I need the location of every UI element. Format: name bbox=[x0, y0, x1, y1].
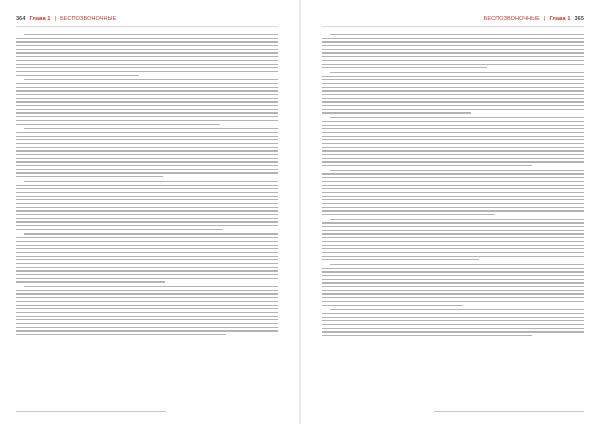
text-line bbox=[16, 185, 278, 186]
text-line bbox=[16, 196, 278, 197]
left-body-text bbox=[16, 34, 278, 396]
text-line bbox=[322, 87, 584, 88]
text-line bbox=[322, 230, 584, 231]
text-line bbox=[322, 237, 584, 238]
text-line bbox=[16, 267, 278, 268]
text-line bbox=[16, 101, 278, 102]
text-line bbox=[322, 233, 584, 234]
text-line bbox=[16, 241, 278, 242]
text-line bbox=[16, 263, 278, 264]
text-line bbox=[16, 158, 278, 159]
text-line bbox=[16, 210, 278, 211]
text-line bbox=[16, 305, 278, 306]
right-running-head bbox=[484, 16, 584, 22]
text-line bbox=[16, 87, 278, 88]
text-line bbox=[16, 188, 278, 189]
left-section-label: БЕСПОЗВОНОЧНЫЕ bbox=[60, 16, 117, 22]
text-line bbox=[322, 154, 584, 155]
text-line bbox=[330, 264, 584, 265]
text-line bbox=[322, 222, 584, 223]
left-running-footer bbox=[16, 411, 166, 413]
text-line bbox=[16, 245, 278, 246]
text-line bbox=[322, 328, 584, 329]
text-line bbox=[322, 181, 584, 182]
text-line bbox=[322, 177, 584, 178]
text-line bbox=[322, 45, 584, 46]
text-line bbox=[322, 147, 584, 148]
text-line bbox=[16, 308, 278, 309]
text-line bbox=[16, 237, 278, 238]
footer-placeholder-line bbox=[16, 411, 166, 413]
text-line bbox=[322, 301, 584, 302]
text-line bbox=[322, 192, 584, 193]
text-line bbox=[322, 290, 584, 291]
text-line bbox=[16, 143, 278, 144]
text-line bbox=[16, 172, 278, 173]
text-line bbox=[16, 139, 278, 140]
text-line bbox=[322, 132, 584, 133]
text-line bbox=[322, 199, 584, 200]
text-line bbox=[16, 136, 278, 137]
footer-placeholder-line bbox=[434, 411, 584, 413]
text-line bbox=[16, 60, 278, 61]
text-line bbox=[16, 38, 278, 39]
text-line bbox=[322, 136, 584, 137]
text-line bbox=[322, 256, 584, 257]
text-line bbox=[16, 214, 278, 215]
text-line bbox=[322, 268, 584, 269]
text-line bbox=[322, 271, 584, 272]
text-line bbox=[24, 181, 278, 182]
text-line bbox=[16, 176, 163, 177]
text-line bbox=[322, 158, 584, 159]
text-line bbox=[322, 109, 584, 110]
text-line bbox=[330, 34, 584, 35]
text-line bbox=[16, 327, 278, 328]
right-running-footer bbox=[434, 411, 584, 413]
left-running-head bbox=[16, 16, 116, 22]
text-line bbox=[322, 143, 584, 144]
right-page bbox=[300, 0, 600, 424]
text-line bbox=[322, 320, 584, 321]
text-line bbox=[322, 335, 532, 336]
text-line bbox=[322, 282, 584, 283]
right-head-rule bbox=[322, 26, 584, 27]
text-line bbox=[16, 256, 278, 257]
text-line bbox=[322, 56, 584, 57]
text-line bbox=[16, 334, 226, 335]
text-line bbox=[322, 305, 463, 306]
text-line bbox=[16, 112, 278, 113]
text-line bbox=[16, 116, 278, 117]
text-line bbox=[16, 229, 223, 230]
left-page-number: 364 bbox=[16, 16, 26, 22]
text-line bbox=[322, 297, 584, 298]
text-line bbox=[322, 185, 584, 186]
text-line bbox=[322, 252, 584, 253]
text-line bbox=[24, 286, 278, 287]
text-line bbox=[16, 192, 278, 193]
text-line bbox=[330, 117, 584, 118]
left-head-rule bbox=[16, 26, 278, 27]
text-line bbox=[16, 75, 139, 76]
text-line bbox=[16, 64, 278, 65]
text-line bbox=[322, 67, 487, 68]
text-line bbox=[322, 125, 584, 126]
text-line bbox=[16, 301, 278, 302]
text-line bbox=[322, 279, 584, 280]
text-line bbox=[322, 121, 584, 122]
right-page-number: 365 bbox=[574, 16, 584, 22]
text-line bbox=[16, 252, 278, 253]
text-line bbox=[322, 76, 584, 77]
text-line bbox=[16, 45, 278, 46]
text-line bbox=[330, 170, 584, 171]
text-line bbox=[322, 214, 495, 215]
text-line bbox=[16, 109, 278, 110]
text-line bbox=[322, 52, 584, 53]
text-line bbox=[24, 79, 278, 80]
text-line bbox=[16, 90, 278, 91]
text-line bbox=[330, 219, 584, 220]
text-line bbox=[16, 278, 278, 279]
text-line bbox=[322, 139, 584, 140]
text-line bbox=[322, 79, 584, 80]
right-head-separator: | bbox=[543, 16, 546, 22]
text-line bbox=[16, 330, 278, 331]
text-line bbox=[24, 34, 278, 35]
text-line bbox=[16, 293, 278, 294]
text-line bbox=[16, 203, 278, 204]
text-line bbox=[322, 98, 584, 99]
text-line bbox=[322, 94, 584, 95]
text-line bbox=[16, 132, 278, 133]
text-line bbox=[16, 221, 278, 222]
text-line bbox=[16, 67, 278, 68]
text-line bbox=[322, 313, 584, 314]
text-line bbox=[16, 83, 278, 84]
text-line bbox=[16, 207, 278, 208]
right-chapter-label: Глава 1 bbox=[549, 16, 571, 22]
text-line bbox=[16, 316, 278, 317]
text-line bbox=[322, 245, 584, 246]
text-line bbox=[16, 270, 278, 271]
text-line bbox=[322, 324, 584, 325]
text-line bbox=[16, 41, 278, 42]
text-line bbox=[16, 154, 278, 155]
text-line bbox=[16, 56, 278, 57]
text-line bbox=[16, 98, 278, 99]
text-line bbox=[16, 319, 278, 320]
left-chapter-label: Глава 1 bbox=[29, 16, 51, 22]
text-line bbox=[16, 225, 278, 226]
text-line bbox=[16, 165, 278, 166]
text-line bbox=[322, 64, 584, 65]
text-line bbox=[322, 128, 584, 129]
text-line bbox=[322, 241, 584, 242]
text-line bbox=[322, 105, 584, 106]
text-line bbox=[322, 165, 532, 166]
text-line bbox=[16, 169, 278, 170]
text-line bbox=[322, 275, 584, 276]
text-line bbox=[330, 72, 584, 73]
text-line bbox=[322, 188, 584, 189]
text-line bbox=[322, 293, 584, 294]
text-line bbox=[16, 49, 278, 50]
text-line bbox=[322, 317, 584, 318]
text-line bbox=[16, 147, 278, 148]
text-line bbox=[16, 105, 278, 106]
text-line bbox=[322, 226, 584, 227]
text-line bbox=[24, 128, 278, 129]
text-line bbox=[322, 331, 584, 332]
text-line bbox=[322, 207, 584, 208]
text-line bbox=[322, 112, 471, 113]
text-line bbox=[16, 281, 165, 282]
text-line bbox=[322, 173, 584, 174]
text-line bbox=[322, 210, 584, 211]
text-line bbox=[322, 41, 584, 42]
text-line bbox=[322, 259, 479, 260]
text-line bbox=[16, 120, 278, 121]
text-line bbox=[16, 274, 278, 275]
text-line bbox=[24, 233, 278, 234]
text-line bbox=[16, 199, 278, 200]
text-line bbox=[16, 323, 278, 324]
text-line bbox=[322, 196, 584, 197]
left-head-separator: | bbox=[54, 16, 57, 22]
text-line bbox=[322, 286, 584, 287]
text-line bbox=[322, 161, 584, 162]
text-line bbox=[16, 150, 278, 151]
text-line bbox=[322, 150, 584, 151]
text-line bbox=[16, 71, 278, 72]
text-line bbox=[16, 248, 278, 249]
text-line bbox=[16, 161, 278, 162]
text-line bbox=[16, 290, 278, 291]
text-line bbox=[322, 60, 584, 61]
text-line bbox=[322, 90, 584, 91]
text-line bbox=[322, 83, 584, 84]
right-body-text bbox=[322, 34, 584, 396]
text-line bbox=[16, 52, 278, 53]
text-line bbox=[16, 259, 278, 260]
text-line bbox=[330, 309, 584, 310]
text-line bbox=[16, 124, 220, 125]
text-line bbox=[322, 248, 584, 249]
text-line bbox=[322, 38, 584, 39]
text-line bbox=[16, 94, 278, 95]
text-line bbox=[322, 203, 584, 204]
text-line bbox=[16, 218, 278, 219]
text-line bbox=[322, 49, 584, 50]
text-line bbox=[16, 312, 278, 313]
text-line bbox=[322, 101, 584, 102]
right-section-label: БЕСПОЗВОНОЧНЫЕ bbox=[483, 16, 540, 22]
text-line bbox=[16, 297, 278, 298]
